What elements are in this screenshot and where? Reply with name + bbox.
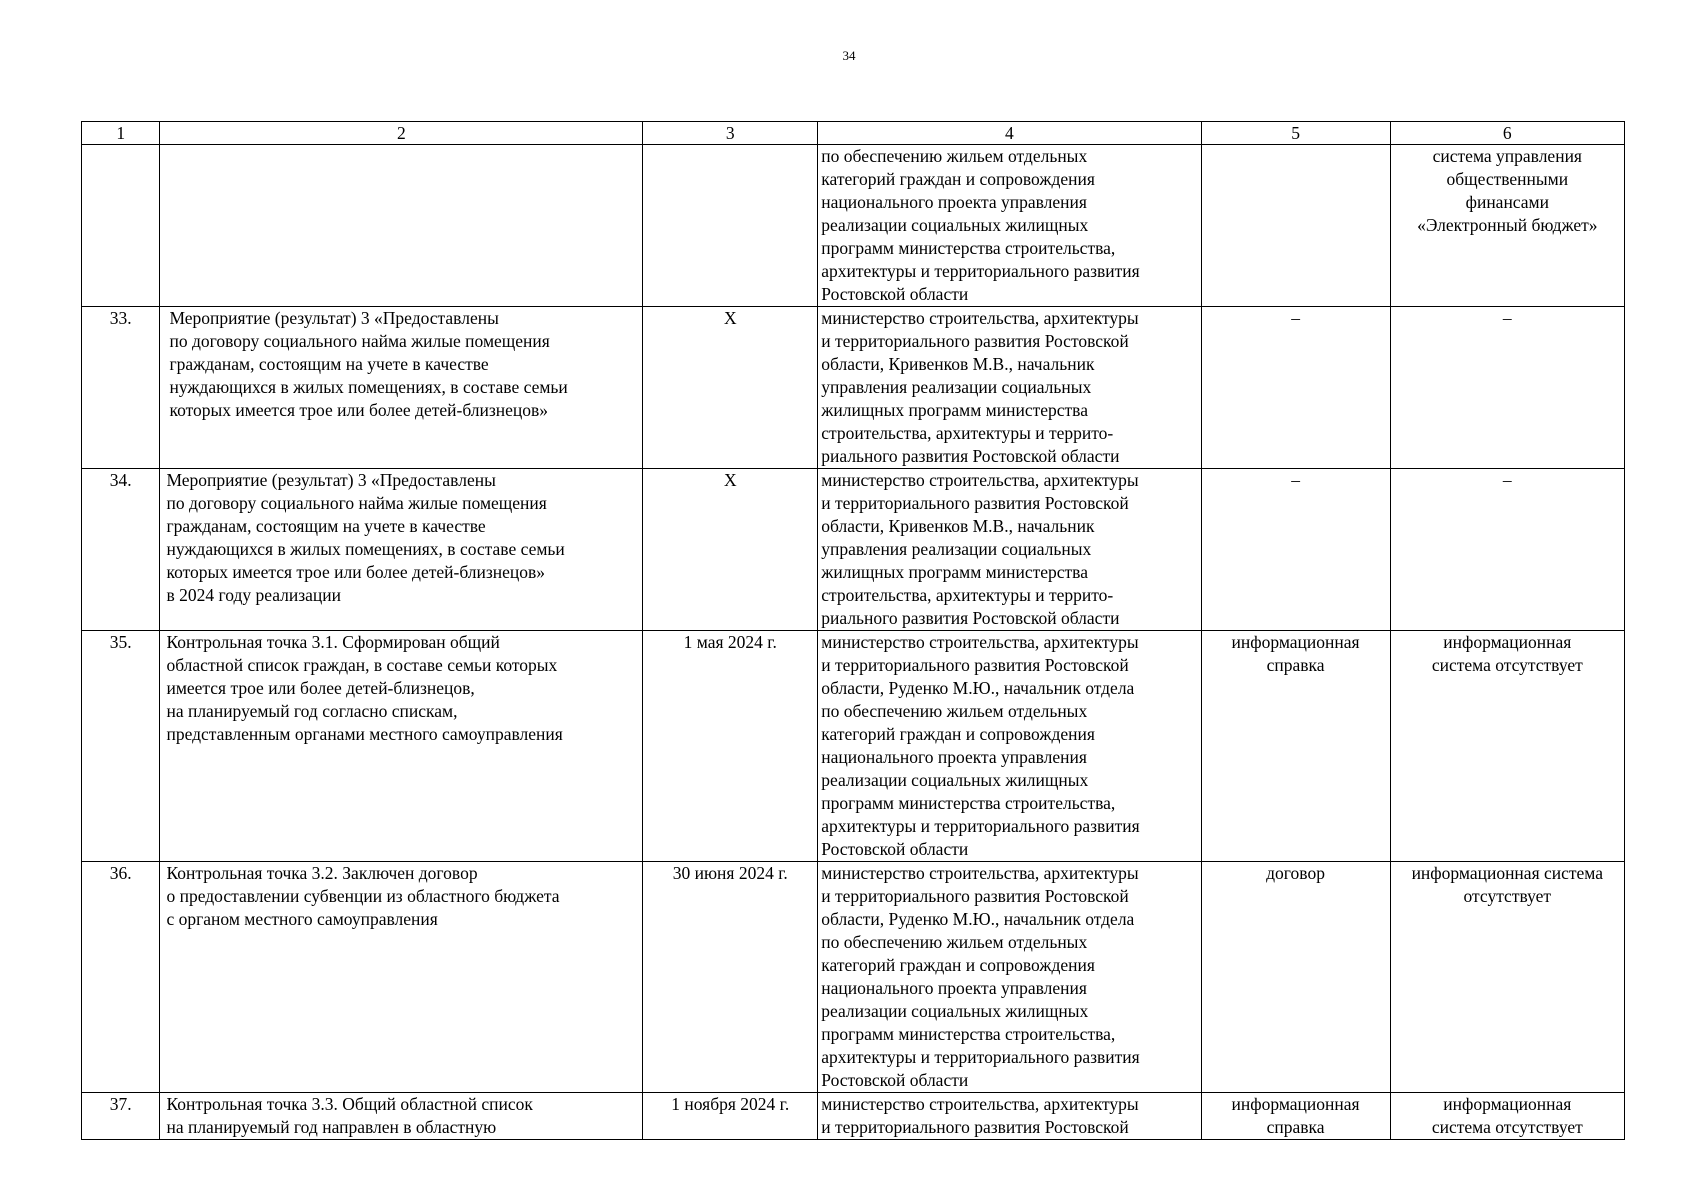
responsible-line: области, Кривенков М.В., начальник	[821, 354, 1095, 374]
row-number-cell	[82, 469, 160, 631]
responsible-line: министерство строительства, архитектуры	[821, 863, 1139, 883]
responsible-line: и территориального развития Ростовской	[821, 1117, 1129, 1137]
event-name-line: нуждающихся в жилых помещениях, в составе семьи	[166, 539, 565, 559]
responsible-line: строительства, архитектуры и террито-	[821, 585, 1114, 605]
information-system-cell	[1390, 631, 1624, 862]
event-name-line: которых имеется трое или более детей-близнецов»	[166, 562, 546, 582]
table-row	[82, 307, 1625, 469]
event-name-cell	[160, 145, 643, 307]
responsible-cell	[818, 307, 1201, 469]
deadline-cell	[643, 862, 818, 1093]
responsible-line: жилищных программ министерства	[821, 400, 1088, 420]
responsible-line: министерство строительства, архитектуры	[821, 1094, 1139, 1114]
event-name-line: гражданам, состоящим на учете в качестве	[166, 516, 486, 536]
responsible-line: национального проекта управления	[821, 747, 1087, 767]
event-name-line: гражданам, состоящим на учете в качестве	[169, 354, 489, 374]
responsible-line: архитектуры и территориального развития	[821, 816, 1140, 836]
table-row	[82, 631, 1625, 862]
event-name-line: на планируемый год направлен в областную	[166, 1117, 497, 1137]
information-system-cell	[1390, 307, 1624, 469]
event-name-line: по договору социального найма жилые помещения	[169, 331, 550, 351]
responsible-cell	[818, 469, 1201, 631]
information-system-line: информационная	[1443, 632, 1572, 652]
column-number-header: 4	[818, 122, 1201, 145]
responsible-cell	[818, 1093, 1201, 1140]
responsible-line: категорий граждан и сопровождения	[821, 169, 1095, 189]
responsible-line: по обеспечению жильем отдельных	[821, 932, 1088, 952]
document-type-cell	[1201, 862, 1390, 1093]
event-name-line: имеется трое или более детей-близнецов,	[166, 678, 475, 698]
responsible-line: области, Руденко М.Ю., начальник отдела	[821, 909, 1135, 929]
row-number: 37.	[109, 1094, 132, 1114]
responsible-cell	[818, 145, 1201, 307]
row-number-cell	[82, 631, 160, 862]
responsible-line: архитектуры и территориального развития	[821, 1047, 1140, 1067]
deadline-cell	[643, 631, 818, 862]
table-row	[82, 862, 1625, 1093]
information-system-cell	[1390, 145, 1624, 307]
information-system-cell	[1390, 1093, 1624, 1140]
responsible-line: риального развития Ростовской области	[821, 446, 1120, 466]
event-name-line: Контрольная точка 3.3. Общий областной список	[166, 1094, 533, 1114]
responsible-line: строительства, архитектуры и террито-	[821, 423, 1114, 443]
information-system-line: общественными	[1446, 169, 1569, 189]
table-row	[82, 469, 1625, 631]
document-type-line: справка	[1266, 655, 1325, 675]
event-name-line: Мероприятие (результат) 3 «Предоставлены	[166, 470, 496, 490]
information-system-line: финансами	[1465, 192, 1549, 212]
responsible-line: риального развития Ростовской области	[821, 608, 1120, 628]
page-number: 34	[842, 48, 856, 63]
column-number-header: 6	[1390, 122, 1624, 145]
event-name-line: в 2024 году реализации	[166, 585, 342, 605]
information-system-line: система отсутствует	[1431, 655, 1583, 675]
information-system-line: информационная	[1443, 1094, 1572, 1114]
responsible-line: Ростовской области	[821, 284, 969, 304]
responsible-line: и территориального развития Ростовской	[821, 886, 1129, 906]
document-type-line: –	[1291, 308, 1300, 328]
responsible-line: категорий граждан и сопровождения	[821, 955, 1095, 975]
event-name-line: областной список граждан, в составе семьи которых	[166, 655, 558, 675]
responsible-line: и территориального развития Ростовской	[821, 493, 1129, 513]
document-type-cell	[1201, 145, 1390, 307]
responsible-line: области, Кривенков М.В., начальник	[821, 516, 1095, 536]
information-system-line: отсутствует	[1463, 886, 1552, 906]
event-name-line: представленным органами местного самоуправления	[166, 724, 563, 744]
deadline-cell	[643, 1093, 818, 1140]
column-number-header: 5	[1201, 122, 1390, 145]
responsible-cell	[818, 631, 1201, 862]
row-number-cell	[82, 1093, 160, 1140]
document-type-line: справка	[1266, 1117, 1325, 1137]
document-type-line: договор	[1266, 863, 1325, 883]
information-system-line: система управления	[1432, 146, 1582, 166]
responsible-line: и территориального развития Ростовской	[821, 655, 1129, 675]
plan-table	[81, 121, 1625, 1140]
row-number-cell	[82, 145, 160, 307]
responsible-line: категорий граждан и сопровождения	[821, 724, 1095, 744]
responsible-line: Ростовской области	[821, 1070, 969, 1090]
column-number-header: 1	[82, 122, 160, 145]
responsible-line: по обеспечению жильем отдельных	[821, 146, 1088, 166]
information-system-line: –	[1502, 308, 1512, 328]
responsible-line: реализации социальных жилищных	[821, 215, 1089, 235]
document-type-cell	[1201, 307, 1390, 469]
responsible-line: министерство строительства, архитектуры	[821, 470, 1139, 490]
event-name-cell	[160, 307, 643, 469]
responsible-line: архитектуры и территориального развития	[821, 261, 1140, 281]
responsible-line: национального проекта управления	[821, 978, 1087, 998]
event-name-line: нуждающихся в жилых помещениях, в составе семьи	[169, 377, 568, 397]
document-type-cell	[1201, 1093, 1390, 1140]
row-number: 36.	[109, 863, 132, 883]
information-system-line: –	[1502, 470, 1512, 490]
table-body	[82, 145, 1625, 1140]
deadline-value: 30 июня 2024 г.	[672, 863, 788, 883]
responsible-line: области, Руденко М.Ю., начальник отдела	[821, 678, 1135, 698]
information-system-line: информационная система	[1411, 863, 1604, 883]
responsible-line: национального проекта управления	[821, 192, 1087, 212]
deadline-cell	[643, 469, 818, 631]
information-system-line: «Электронный бюджет»	[1417, 215, 1598, 235]
responsible-line: программ министерства строительства,	[821, 793, 1116, 813]
deadline-cell	[643, 307, 818, 469]
responsible-line: министерство строительства, архитектуры	[821, 308, 1139, 328]
event-name-line: которых имеется трое или более детей-близнецов»	[169, 400, 549, 420]
information-system-cell	[1390, 862, 1624, 1093]
row-number: 35.	[109, 632, 132, 652]
deadline-value: X	[723, 470, 737, 490]
row-number-cell	[82, 307, 160, 469]
responsible-line: по обеспечению жильем отдельных	[821, 701, 1088, 721]
event-name-cell	[160, 862, 643, 1093]
information-system-cell	[1390, 469, 1624, 631]
document-type-line: –	[1291, 470, 1300, 490]
responsible-cell	[818, 862, 1201, 1093]
responsible-line: жилищных программ министерства	[821, 562, 1088, 582]
event-name-line: о предоставлении субвенции из областного бюджета	[166, 886, 560, 906]
row-number-cell	[82, 862, 160, 1093]
event-name-line: Мероприятие (результат) 3 «Предоставлены	[169, 308, 499, 328]
responsible-line: и территориального развития Ростовской	[821, 331, 1129, 351]
column-number-header: 3	[643, 122, 818, 145]
information-system-line: система отсутствует	[1431, 1117, 1583, 1137]
event-name-line: Контрольная точка 3.2. Заключен договор	[166, 863, 478, 883]
responsible-line: Ростовской области	[821, 839, 969, 859]
document-type-cell	[1201, 469, 1390, 631]
document-type-line: информационная	[1231, 1094, 1360, 1114]
responsible-line: программ министерства строительства,	[821, 238, 1116, 258]
event-name-line: на планируемый год согласно спискам,	[166, 701, 458, 721]
responsible-line: управления реализации социальных	[821, 539, 1092, 559]
responsible-line: министерство строительства, архитектуры	[821, 632, 1139, 652]
row-number: 34.	[109, 470, 132, 490]
table-row	[82, 1093, 1625, 1140]
deadline-value: X	[723, 308, 737, 328]
document-type-line: информационная	[1231, 632, 1360, 652]
responsible-line: управления реализации социальных	[821, 377, 1092, 397]
event-name-line: Контрольная точка 3.1. Сформирован общий	[166, 632, 500, 652]
event-name-cell	[160, 631, 643, 862]
deadline-cell	[643, 145, 818, 307]
column-number-header: 2	[160, 122, 643, 145]
event-name-cell	[160, 469, 643, 631]
column-number-row	[82, 122, 1625, 145]
event-name-line: по договору социального найма жилые помещения	[166, 493, 547, 513]
table-row	[82, 145, 1625, 307]
responsible-line: программ министерства строительства,	[821, 1024, 1116, 1044]
responsible-line: реализации социальных жилищных	[821, 770, 1089, 790]
responsible-line: реализации социальных жилищных	[821, 1001, 1089, 1021]
document-type-cell	[1201, 631, 1390, 862]
row-number: 33.	[109, 308, 132, 328]
event-name-cell	[160, 1093, 643, 1140]
event-name-line: с органом местного самоуправления	[166, 909, 438, 929]
deadline-value: 1 ноября 2024 г.	[671, 1094, 790, 1114]
deadline-value: 1 мая 2024 г.	[683, 632, 777, 652]
